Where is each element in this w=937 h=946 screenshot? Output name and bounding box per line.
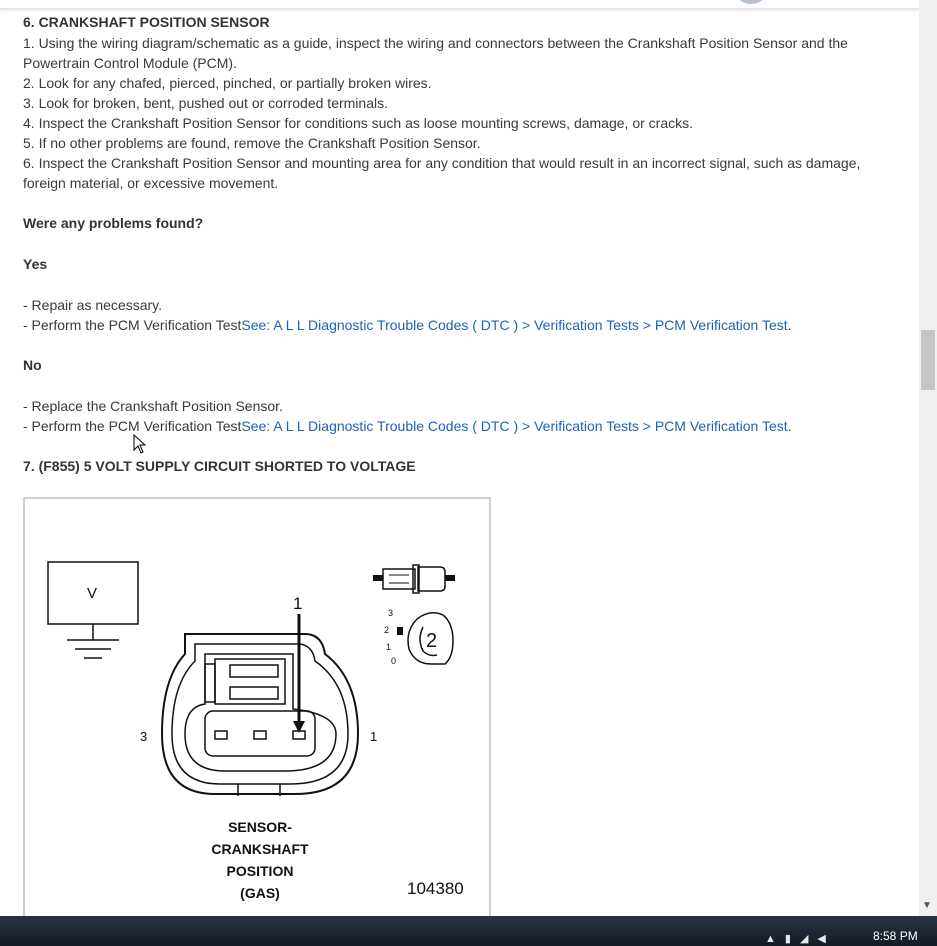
yes-item-repair: - Repair as necessary. (23, 297, 163, 313)
step-2: 2. Look for any chafed, pierced, pinched, or partially broken wires. (23, 75, 432, 91)
caption-line-1: SENSOR- (228, 819, 292, 835)
yes-heading: Yes (23, 256, 48, 272)
caption-line-4: (GAS) (240, 885, 280, 901)
voltmeter-label: V (87, 585, 98, 602)
volume-icon[interactable]: ◀ (817, 933, 835, 945)
no-heading: No (23, 357, 42, 373)
callout-1: 1 (293, 594, 303, 613)
yes-item-verification (23, 315, 792, 335)
up-arrow-icon[interactable]: ▲ (765, 933, 785, 945)
no-item-verification-text: - Perform the PCM Verification Test (23, 418, 242, 434)
verification-test-link[interactable]: See: A L L Diagnostic Trouble Codes ( DTC ) > Verification Tests > PCM Verification Test (241, 418, 788, 434)
scrollbar-thumb[interactable] (921, 330, 935, 390)
caption-line-3: POSITION (226, 863, 294, 879)
verification-test-link[interactable]: See: A L L Diagnostic Trouble Codes ( DTC ) > Verification Tests > PCM Verification Test (241, 317, 788, 333)
step-5: 5. If no other problems are found, remove the Crankshaft Position Sensor. (23, 135, 481, 151)
dial-scale-0: 0 (391, 656, 397, 666)
step-4: 4. Inspect the Crankshaft Position Sensor for conditions such as loose mounting screws, damage, or cracks. (23, 115, 693, 131)
step-3: 3. Look for broken, bent, pushed out or corroded terminals. (23, 95, 388, 111)
section-heading-6: 6. CRANKSHAFT POSITION SENSOR (23, 14, 270, 30)
no-item-replace: - Replace the Crankshaft Position Sensor. (23, 398, 283, 414)
period: . (787, 317, 792, 333)
step-1-line-2: Powertrain Control Module (PCM). (23, 55, 237, 71)
signal-icon[interactable]: ◢ (799, 933, 818, 945)
taskbar-clock[interactable]: 8:58 PM (873, 929, 918, 943)
battery-icon[interactable]: ▮ (784, 933, 800, 945)
connector-diagram (23, 497, 491, 916)
vertical-scrollbar[interactable] (919, 0, 937, 916)
caption-line-2: CRANKSHAFT (211, 841, 309, 857)
dial-scale-3: 3 (388, 608, 394, 618)
step-6-line-2: foreign material, or excessive movement. (23, 175, 279, 191)
step-1-line-1: 1. Using the wiring diagram/schematic as a guide, inspect the wiring and connectors between the Crankshaft Position Sensor and the (23, 35, 848, 51)
dial-scale-1: 1 (386, 642, 392, 652)
section-heading-7: 7. (F855) 5 VOLT SUPPLY CIRCUIT SHORTED TO VOLTAGE (23, 458, 416, 474)
scroll-down-arrow-icon[interactable]: ▼ (922, 900, 932, 911)
callout-2: 2 (426, 630, 438, 652)
system-tray (765, 932, 835, 945)
period: . (787, 418, 792, 434)
no-item-verification (23, 416, 792, 436)
pin-3-label: 3 (140, 729, 148, 744)
pin-1-label: 1 (370, 729, 378, 744)
mouse-pointer-icon (133, 434, 147, 459)
yes-item-verification-text: - Perform the PCM Verification Test (23, 317, 242, 333)
question-heading: Were any problems found? (23, 215, 204, 231)
dial-scale-2: 2 (384, 625, 390, 635)
step-6-line-1: 6. Inspect the Crankshaft Position Sensor and mounting area for any condition that would result in an incorrect signal, such as damage, (23, 155, 861, 171)
figure-id: 104380 (407, 879, 464, 898)
